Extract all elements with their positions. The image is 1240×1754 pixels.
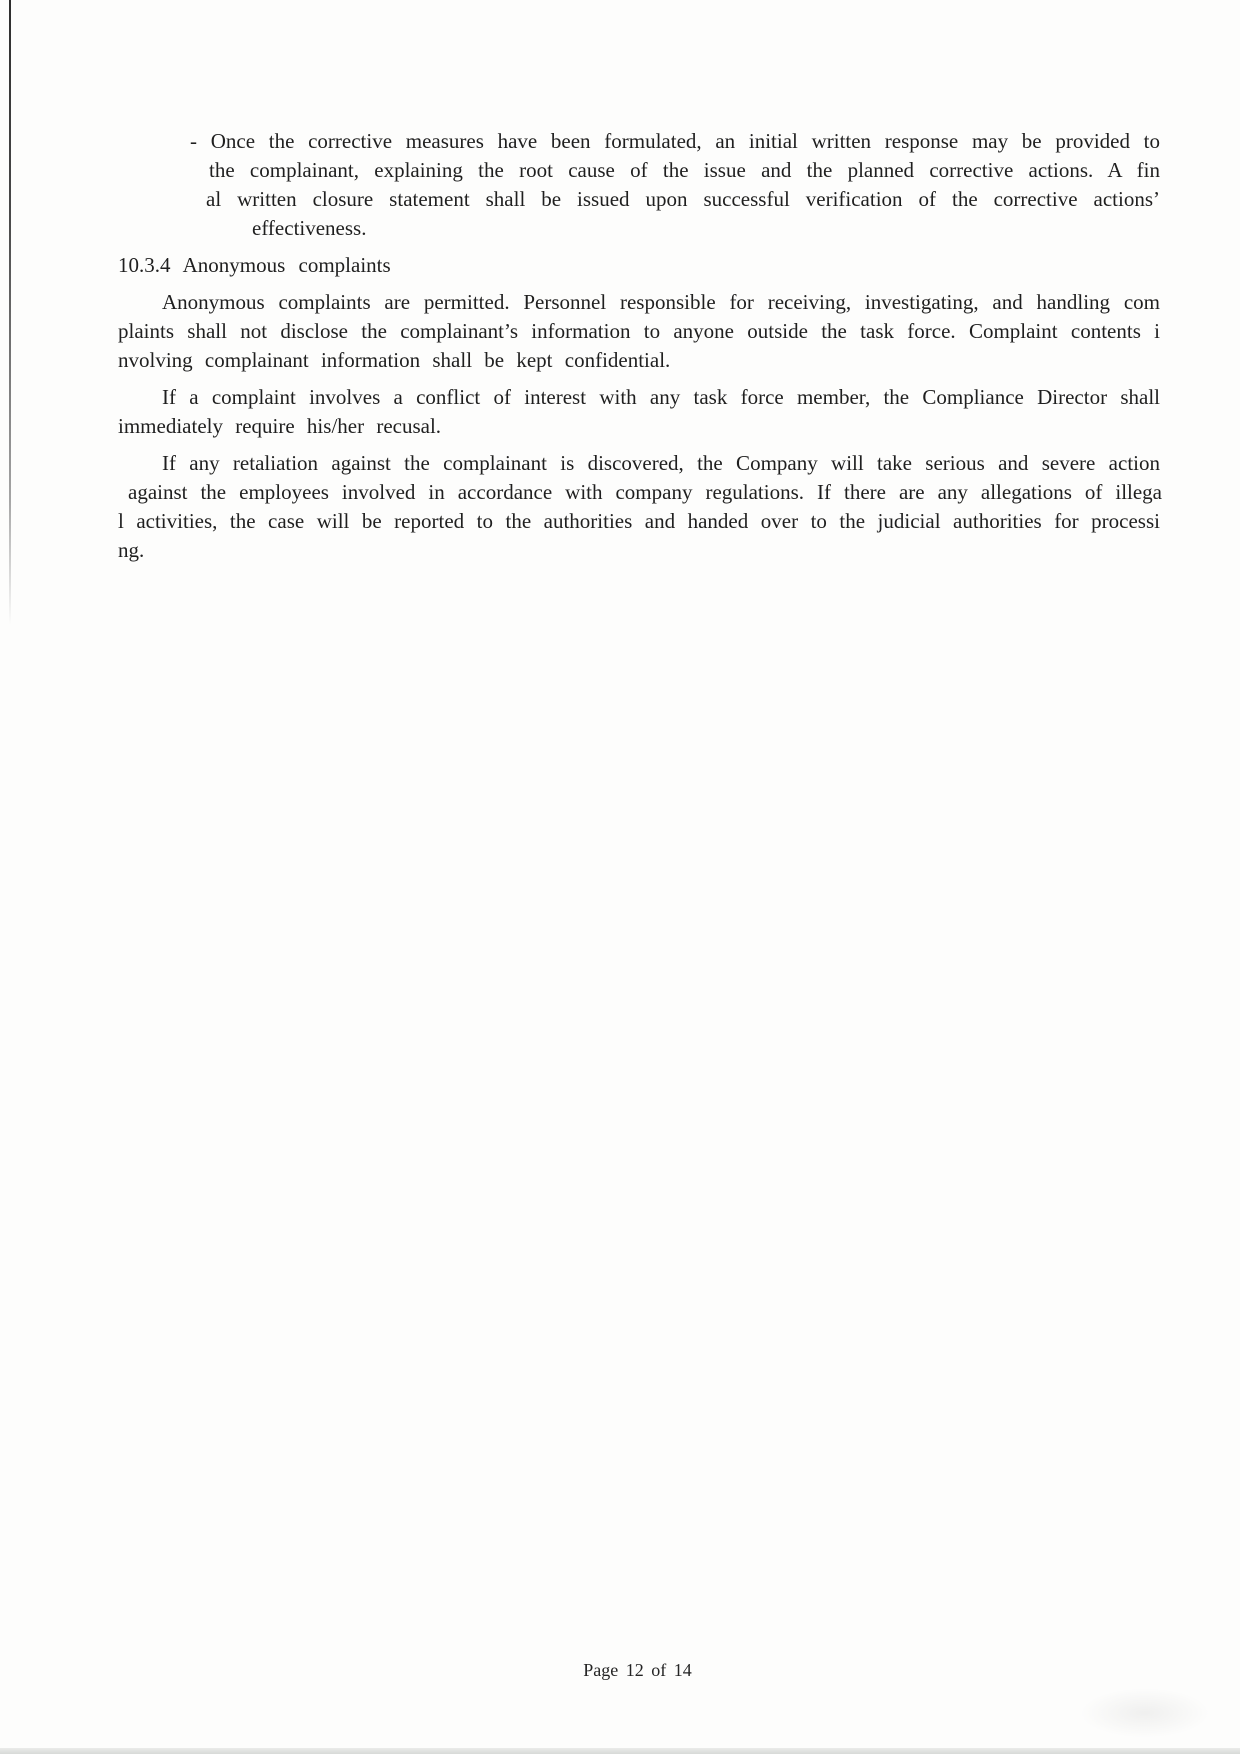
paragraph (0, 449, 1240, 565)
bottom-edge-strip (0, 1748, 1240, 1754)
paragraph-line: immediately require his/her recusal. (118, 414, 442, 438)
paragraph-line: Anonymous complaints are permitted. Personnel responsible for receiving, investigating, and handling com (162, 290, 1160, 314)
paragraph-line: plaints shall not disclose the complainant’s information to anyone outside the task force. Complaint contents i (118, 319, 1160, 343)
paragraph (0, 383, 1240, 441)
bullet-line (190, 127, 1160, 156)
document-body (0, 0, 1240, 565)
paragraph-line: nvolving complainant information shall be kept confidential. (118, 348, 671, 372)
bullet-item (0, 127, 1240, 243)
bullet-line-text: Once the corrective measures have been formulated, an initial written response may be provided to (210, 129, 1161, 153)
paragraph-line: If any retaliation against the complainant is discovered, the Company will take serious and severe action (162, 451, 1160, 475)
paragraph-line: ng. (118, 538, 145, 562)
scan-smudge (1080, 1688, 1210, 1738)
page-footer: Page 12 of 14 (583, 1660, 692, 1680)
bullet-line: effectiveness. (252, 216, 367, 240)
paragraph (0, 288, 1240, 375)
bullet-line: the complainant, explaining the root cause of the issue and the planned corrective actions. A fin (209, 158, 1160, 182)
paragraph-line: If a complaint involves a conflict of interest with any task force member, the Compliance Director shall (162, 385, 1160, 409)
bullet-line: al written closure statement shall be issued upon successful verification of the corrective actions’ (206, 187, 1160, 211)
bullet-marker: - (190, 129, 197, 153)
section-heading: 10.3.4 Anonymous complaints (118, 253, 391, 277)
paragraph-line: l activities, the case will be reported to the authorities and handed over to the judicial authorities for processi (118, 509, 1160, 533)
paragraph-line: against the employees involved in accordance with company regulations. If there are any allegations of illega (128, 480, 1162, 504)
